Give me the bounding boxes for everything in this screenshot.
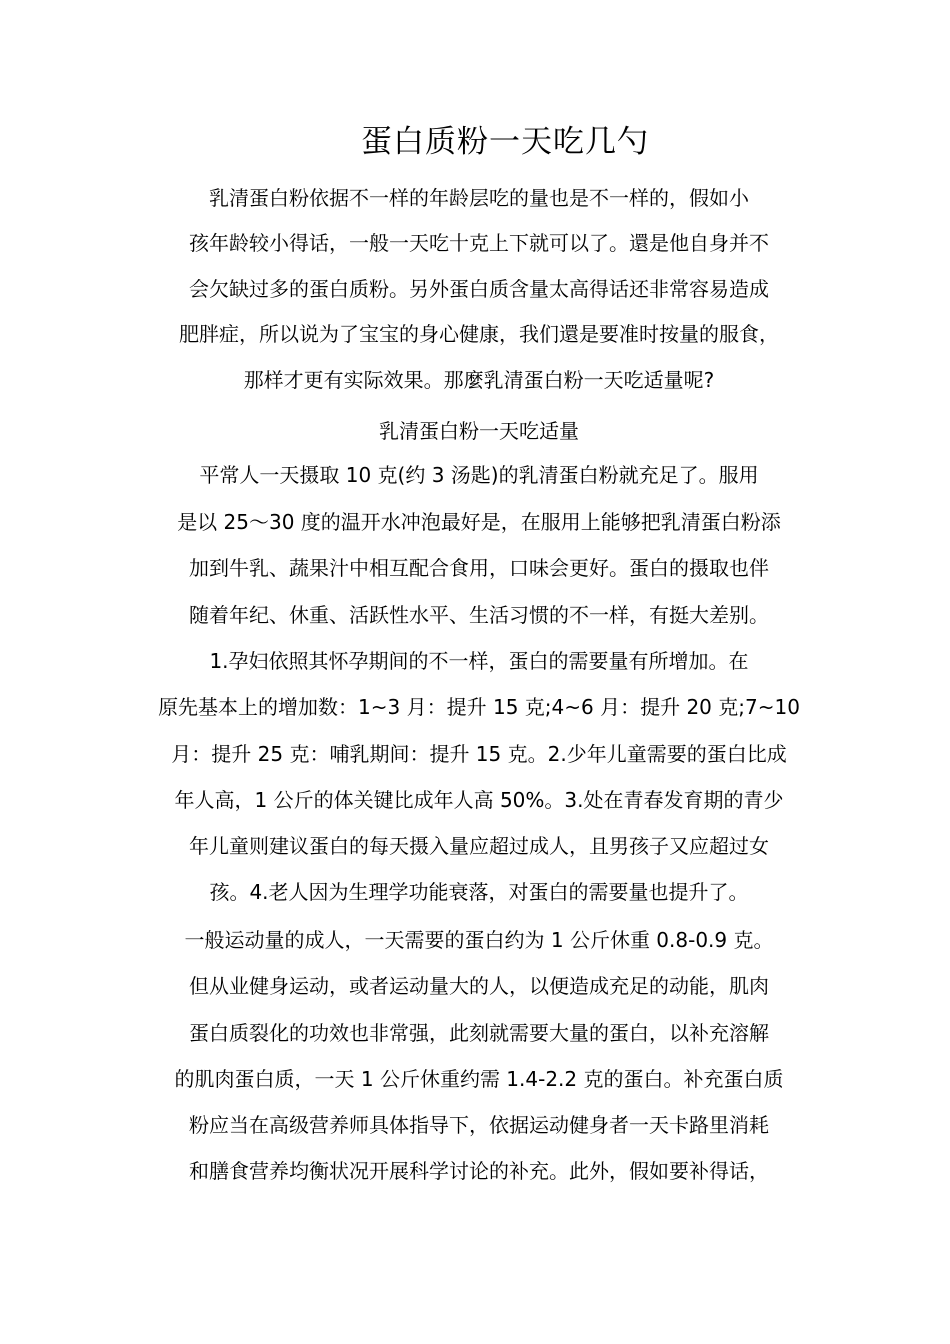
text-line: 年儿童则建议蛋白的每天摄入量应超过成人，且男孩子又应超过女 <box>189 834 769 859</box>
text-line: 年人高，1 公斤的体关键比成年人高 50%。3.处在青春发育期的青少 <box>174 787 784 812</box>
paragraph-intro <box>148 176 810 403</box>
text-line: 一般运动量的成人，一天需要的蛋白约为 1 公斤休重 0.8-0.9 克。 <box>184 928 774 952</box>
text-line: 1.孕妇依照其怀孕期间的不一样，蛋白的需要量有所增加。在 <box>209 649 749 673</box>
paragraph-exercise <box>148 917 810 1195</box>
paragraph-groups <box>148 638 810 916</box>
text-line: 但从业健身运动，或者运动量大的人，以便造成充足的动能，肌肉 <box>189 974 769 999</box>
text-line: 是以 25～30 度的温开水冲泡最好是，在服用上能够把乳清蛋白粉添 <box>177 509 781 534</box>
text-line: 那样才更有实际效果。那麼乳清蛋白粉一天吃适量呢? <box>243 367 715 392</box>
text-line: 和膳食营养均衡状况开展科学讨论的补充。此外，假如要补得话， <box>189 1159 769 1184</box>
text-line: 会欠缺过多的蛋白质粉。另外蛋白质含量太高得话还非常容易造成 <box>189 276 769 301</box>
section-heading <box>148 408 810 454</box>
text-line: 原先基本上的增加数：1~3 月：提升 15 克;4~6 月：提升 20 克;7~10 <box>158 695 800 720</box>
text-line: 的肌肉蛋白质，一天 1 公斤休重约需 1.4-2.2 克的蛋白。补充蛋白质 <box>174 1066 784 1091</box>
text-line: 肥胖症，所以说为了宝宝的身心健康，我们還是要准时按量的服食， <box>179 322 779 347</box>
text-line: 孩年龄较小得话，一般一天吃十克上下就可以了。還是他自身并不 <box>189 231 769 256</box>
page-title: 蛋白质粉一天吃几勺 <box>361 124 649 160</box>
text-line: 乳清蛋白粉依据不一样的年龄层吃的量也是不一样的，假如小 <box>209 186 749 210</box>
paragraph-daily-amount <box>148 452 810 638</box>
text-line: 孩。4.老人因为生理学功能衰落，对蛋白的需要量也提升了。 <box>209 880 749 905</box>
text-line: 平常人一天摄取 10 克(约 3 汤匙)的乳清蛋白粉就充足了。服用 <box>199 463 759 487</box>
subheading: 乳清蛋白粉一天吃适量 <box>379 419 579 443</box>
text-line: 月：提升 25 克：哺乳期间：提升 15 克。2.少年儿童需要的蛋白比成 <box>171 741 787 766</box>
text-line: 粉应当在高级营养师具体指导下，依据运动健身者一天卡路里消耗 <box>189 1113 769 1138</box>
text-line: 随着年纪、休重、活跃性水平、生活习惯的不一样，有挺大差别。 <box>189 602 769 627</box>
text-line: 加到牛乳、蔬果汁中相互配合食用，口味会更好。蛋白的摄取也伴 <box>189 556 769 580</box>
text-line: 蛋白质裂化的功效也非常强，此刻就需要大量的蛋白，以补充溶解 <box>189 1020 769 1045</box>
